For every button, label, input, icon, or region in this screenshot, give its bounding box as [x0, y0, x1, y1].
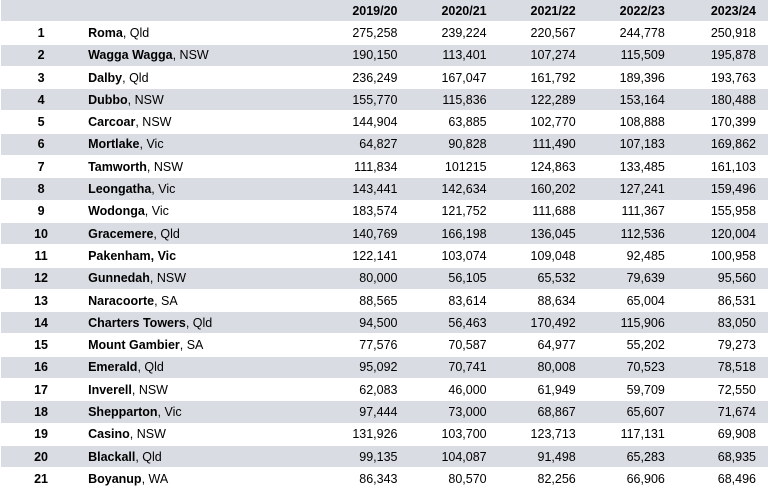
value-cell: 117,131	[590, 423, 679, 445]
rank-cell: 3	[1, 66, 81, 88]
value-cell: 63,885	[412, 111, 501, 133]
value-cell: 82,256	[501, 468, 590, 490]
value-cell: 83,050	[679, 312, 768, 334]
value-cell: 140,769	[322, 222, 411, 244]
town-name: Emerald	[88, 360, 138, 375]
location-header	[81, 0, 322, 22]
location-cell	[81, 22, 322, 44]
rank-cell: 13	[1, 289, 81, 311]
value-cell: 68,935	[679, 445, 768, 467]
value-cell: 121,752	[412, 200, 501, 222]
value-cell: 66,906	[590, 468, 679, 490]
value-cell: 195,878	[679, 44, 768, 66]
town-name: Boyanup	[88, 471, 142, 486]
state-name: , Vic	[139, 137, 164, 152]
location-cell	[81, 445, 322, 467]
value-cell: 65,004	[590, 289, 679, 311]
table-row	[1, 468, 768, 490]
location-cell	[81, 178, 322, 200]
value-cell: 92,485	[590, 245, 679, 267]
town-name: Leongatha	[88, 182, 152, 197]
value-cell: 131,926	[322, 423, 411, 445]
location-cell	[81, 356, 322, 378]
value-cell: 166,198	[412, 222, 501, 244]
value-cell: 70,523	[590, 356, 679, 378]
value-cell: 55,202	[590, 334, 679, 356]
state-name: , WA	[141, 471, 169, 486]
rank-cell: 11	[1, 245, 81, 267]
rank-cell: 19	[1, 423, 81, 445]
town-name: Dalby	[88, 70, 123, 85]
town-name: Casino	[88, 427, 130, 442]
town-name: Blackall	[88, 449, 136, 464]
table-row	[1, 222, 768, 244]
value-cell: 62,083	[322, 379, 411, 401]
town-name: Gunnedah	[88, 271, 150, 286]
location-cell	[81, 156, 322, 178]
value-cell: 133,485	[590, 156, 679, 178]
rank-header	[1, 0, 81, 22]
rank-cell: 5	[1, 111, 81, 133]
state-name: , NSW	[149, 271, 187, 286]
value-cell: 153,164	[590, 89, 679, 111]
location-cell	[81, 401, 322, 423]
town-name: Mortlake	[88, 137, 140, 152]
state-name: , NSW	[172, 48, 209, 63]
table-body	[1, 22, 768, 490]
state-name: , Qld	[135, 449, 162, 464]
value-cell: 94,500	[322, 312, 411, 334]
rank-cell: 18	[1, 401, 81, 423]
table-row	[1, 356, 768, 378]
state-name: , Qld	[122, 70, 149, 85]
town-name: Wodonga	[88, 204, 145, 219]
table-row	[1, 445, 768, 467]
value-cell: 115,836	[412, 89, 501, 111]
table-row	[1, 401, 768, 423]
table-row	[1, 289, 768, 311]
rank-cell: 16	[1, 356, 81, 378]
state-name: , Qld	[185, 315, 213, 330]
value-cell: 136,045	[501, 222, 590, 244]
value-cell: 65,532	[501, 267, 590, 289]
town-name: Inverell	[88, 382, 132, 397]
value-cell: 108,888	[590, 111, 679, 133]
rank-cell: 4	[1, 89, 81, 111]
table-row	[1, 178, 768, 200]
value-cell: 99,135	[322, 445, 411, 467]
table-row	[1, 423, 768, 445]
value-cell: 46,000	[412, 379, 501, 401]
value-cell: 111,688	[501, 200, 590, 222]
value-cell: 124,863	[501, 156, 590, 178]
rank-cell: 8	[1, 178, 81, 200]
value-cell: 111,367	[590, 200, 679, 222]
value-cell: 123,713	[501, 423, 590, 445]
value-cell: 244,778	[590, 22, 679, 44]
location-cell	[81, 423, 322, 445]
value-cell: 86,343	[322, 468, 411, 490]
state-name: , Qld	[137, 360, 164, 375]
value-cell: 193,763	[679, 66, 768, 88]
value-cell: 239,224	[412, 22, 501, 44]
value-cell: 109,048	[501, 245, 590, 267]
value-cell: 64,977	[501, 334, 590, 356]
value-cell: 143,441	[322, 178, 411, 200]
rank-cell: 9	[1, 200, 81, 222]
value-cell: 69,908	[679, 423, 768, 445]
year-header: 2019/20	[322, 0, 411, 22]
state-name: , NSW	[129, 427, 166, 442]
town-name: Wagga Wagga	[88, 48, 173, 63]
value-cell: 155,958	[679, 200, 768, 222]
value-cell: 71,674	[679, 401, 768, 423]
value-cell: 88,634	[501, 289, 590, 311]
value-cell: 73,000	[412, 401, 501, 423]
value-cell: 111,490	[501, 133, 590, 155]
town-name: Gracemere	[88, 226, 154, 241]
year-header: 2023/24	[679, 0, 768, 22]
value-cell: 183,574	[322, 200, 411, 222]
state-name: , SA	[154, 293, 178, 308]
value-cell: 88,565	[322, 289, 411, 311]
state-name: , NSW	[146, 159, 183, 174]
location-cell	[81, 289, 322, 311]
town-name: Tamworth	[88, 159, 147, 174]
value-cell: 159,496	[679, 178, 768, 200]
table-row	[1, 245, 768, 267]
value-cell: 127,241	[590, 178, 679, 200]
state-name: , Qld	[153, 226, 180, 241]
state-name: , Vic	[157, 404, 182, 419]
state-name: , SA	[179, 338, 204, 353]
header-row	[1, 0, 768, 22]
table-row	[1, 44, 768, 66]
value-cell: 61,949	[501, 379, 590, 401]
rank-cell: 12	[1, 267, 81, 289]
value-cell: 101215	[412, 156, 501, 178]
year-header: 2021/22	[501, 0, 590, 22]
value-cell: 91,498	[501, 445, 590, 467]
saleyard-throughput-table	[1, 0, 768, 491]
value-cell: 80,008	[501, 356, 590, 378]
state-name: , Vic	[144, 204, 169, 219]
table-row	[1, 133, 768, 155]
location-cell	[81, 267, 322, 289]
table-row	[1, 156, 768, 178]
town-name: Carcoar	[88, 115, 136, 130]
value-cell: 169,862	[679, 133, 768, 155]
value-cell: 70,741	[412, 356, 501, 378]
town-name: Shepparton	[88, 404, 158, 419]
location-cell	[81, 66, 322, 88]
town-name: Naracoorte	[88, 293, 155, 308]
value-cell: 95,560	[679, 267, 768, 289]
value-cell: 190,150	[322, 44, 411, 66]
value-cell: 100,958	[679, 245, 768, 267]
town-name: Mount Gambier	[88, 338, 180, 353]
value-cell: 107,183	[590, 133, 679, 155]
value-cell: 144,904	[322, 111, 411, 133]
value-cell: 103,700	[412, 423, 501, 445]
value-cell: 160,202	[501, 178, 590, 200]
value-cell: 83,614	[412, 289, 501, 311]
rank-cell: 17	[1, 379, 81, 401]
town-name: Roma	[88, 25, 123, 40]
table-row	[1, 312, 768, 334]
table-row	[1, 66, 768, 88]
rank-cell: 2	[1, 44, 81, 66]
value-cell: 122,141	[322, 245, 411, 267]
value-cell: 65,283	[590, 445, 679, 467]
value-cell: 68,496	[679, 468, 768, 490]
value-cell: 104,087	[412, 445, 501, 467]
state-name: , Vic	[151, 182, 176, 197]
location-cell	[81, 245, 322, 267]
value-cell: 56,463	[412, 312, 501, 334]
rank-cell: 10	[1, 222, 81, 244]
location-cell	[81, 334, 322, 356]
value-cell: 59,709	[590, 379, 679, 401]
value-cell: 56,105	[412, 267, 501, 289]
value-cell: 107,274	[501, 44, 590, 66]
table-row	[1, 379, 768, 401]
value-cell: 70,587	[412, 334, 501, 356]
location-cell	[81, 200, 322, 222]
value-cell: 120,004	[679, 222, 768, 244]
value-cell: 112,536	[590, 222, 679, 244]
value-cell: 122,289	[501, 89, 590, 111]
table-row	[1, 111, 768, 133]
state-name: , NSW	[127, 92, 164, 107]
table-row	[1, 22, 768, 44]
value-cell: 79,639	[590, 267, 679, 289]
value-cell: 170,399	[679, 111, 768, 133]
value-cell: 90,828	[412, 133, 501, 155]
location-cell	[81, 133, 322, 155]
rank-cell: 20	[1, 445, 81, 467]
value-cell: 80,570	[412, 468, 501, 490]
value-cell: 155,770	[322, 89, 411, 111]
value-cell: 236,249	[322, 66, 411, 88]
value-cell: 78,518	[679, 356, 768, 378]
table-row	[1, 89, 768, 111]
rank-cell: 1	[1, 22, 81, 44]
location-cell	[81, 468, 322, 490]
state-name: , NSW	[131, 382, 168, 397]
value-cell: 180,488	[679, 89, 768, 111]
value-cell: 72,550	[679, 379, 768, 401]
town-name: Charters Towers	[88, 315, 186, 330]
location-cell	[81, 379, 322, 401]
year-header: 2020/21	[412, 0, 501, 22]
location-cell	[81, 312, 322, 334]
value-cell: 65,607	[590, 401, 679, 423]
town-name: Dubbo	[88, 92, 128, 107]
value-cell: 79,273	[679, 334, 768, 356]
location-cell	[81, 44, 322, 66]
rank-cell: 7	[1, 156, 81, 178]
value-cell: 142,634	[412, 178, 501, 200]
value-cell: 97,444	[322, 401, 411, 423]
value-cell: 220,567	[501, 22, 590, 44]
rank-cell: 15	[1, 334, 81, 356]
location-cell	[81, 111, 322, 133]
location-cell	[81, 89, 322, 111]
state-name: , NSW	[135, 115, 172, 130]
value-cell: 170,492	[501, 312, 590, 334]
table-row	[1, 267, 768, 289]
rank-cell: 21	[1, 468, 81, 490]
value-cell: 77,576	[322, 334, 411, 356]
value-cell: 189,396	[590, 66, 679, 88]
value-cell: 68,867	[501, 401, 590, 423]
value-cell: 95,092	[322, 356, 411, 378]
table-row	[1, 200, 768, 222]
town-name: Pakenham, Vic	[88, 248, 177, 263]
state-name: , Qld	[122, 25, 150, 40]
value-cell: 167,047	[412, 66, 501, 88]
value-cell: 80,000	[322, 267, 411, 289]
location-cell	[81, 222, 322, 244]
value-cell: 115,509	[590, 44, 679, 66]
value-cell: 102,770	[501, 111, 590, 133]
value-cell: 103,074	[412, 245, 501, 267]
value-cell: 161,103	[679, 156, 768, 178]
value-cell: 111,834	[322, 156, 411, 178]
rank-cell: 14	[1, 312, 81, 334]
value-cell: 86,531	[679, 289, 768, 311]
year-header: 2022/23	[590, 0, 679, 22]
value-cell: 161,792	[501, 66, 590, 88]
value-cell: 64,827	[322, 133, 411, 155]
value-cell: 113,401	[412, 44, 501, 66]
value-cell: 115,906	[590, 312, 679, 334]
rank-cell: 6	[1, 133, 81, 155]
value-cell: 250,918	[679, 22, 768, 44]
table-row	[1, 334, 768, 356]
value-cell: 275,258	[322, 22, 411, 44]
